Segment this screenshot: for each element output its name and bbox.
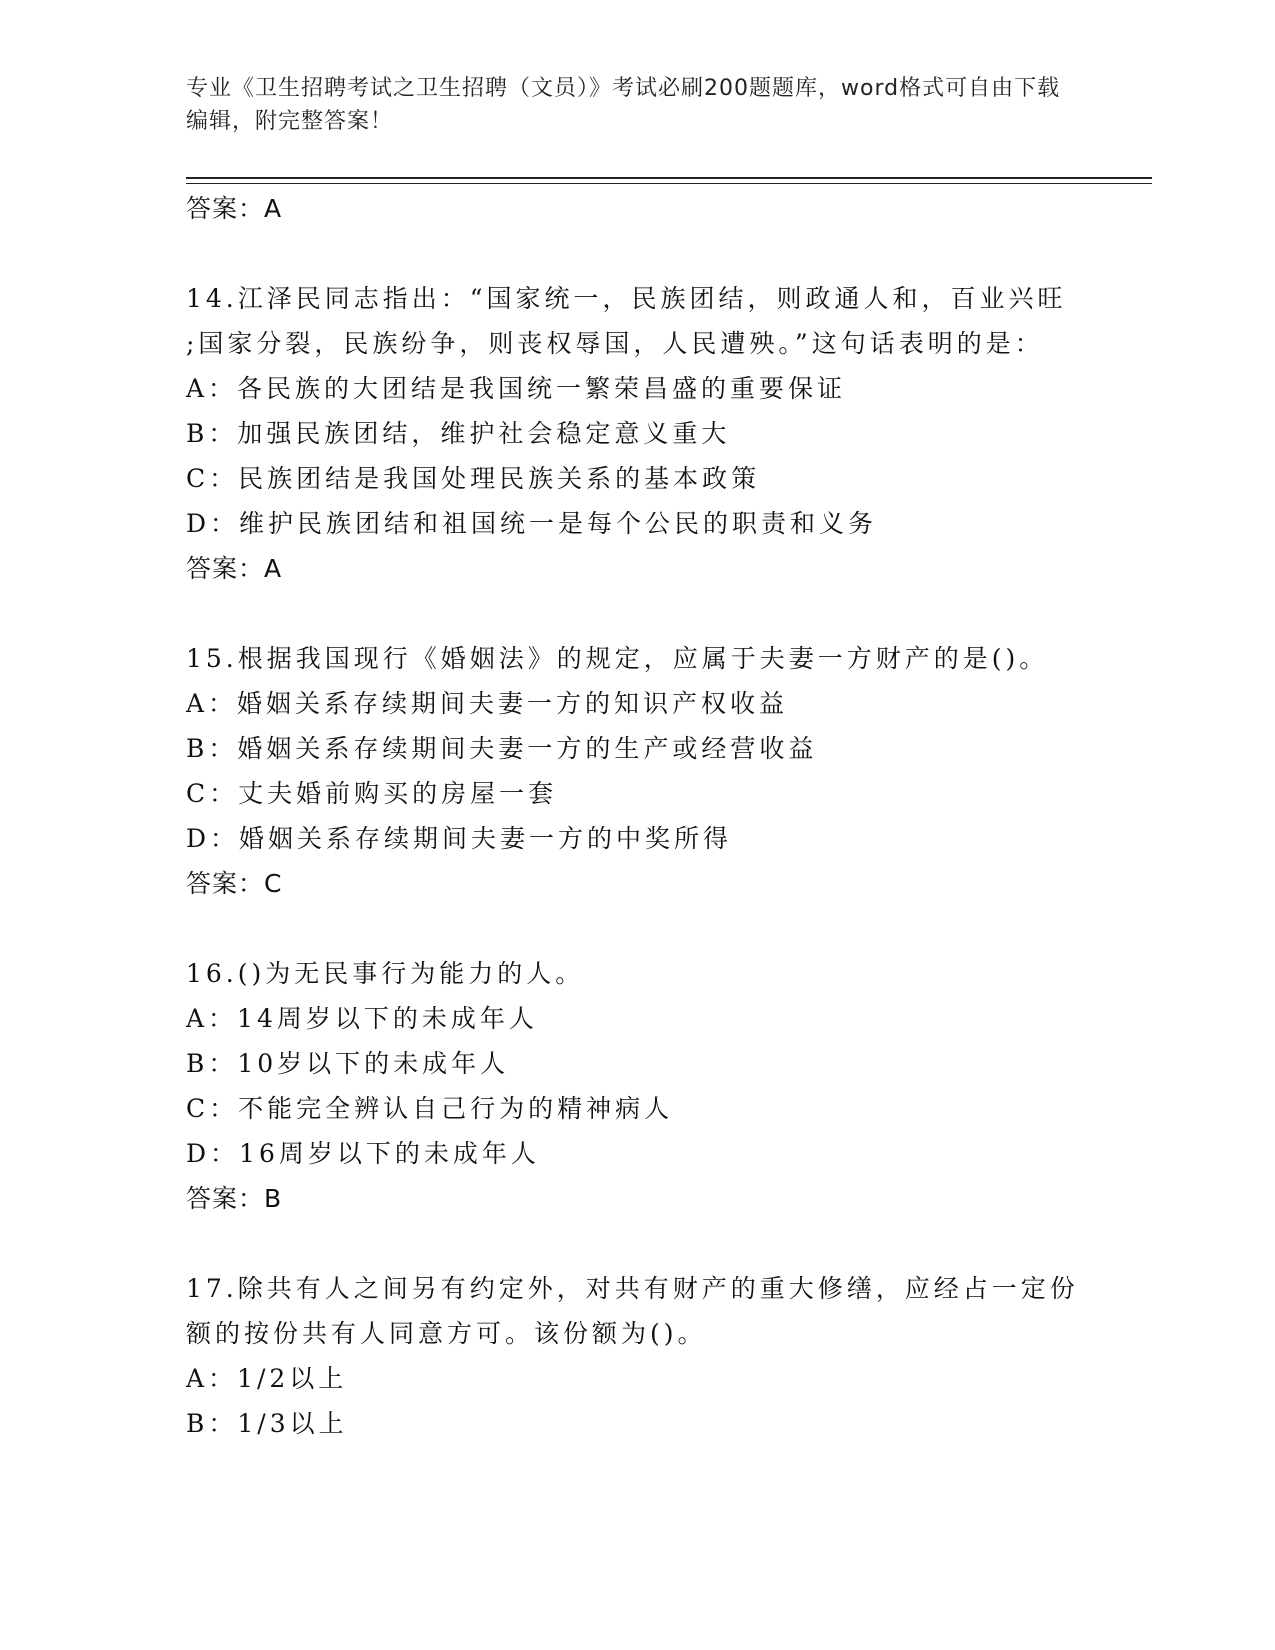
option-b: B：加强民族团结，维护社会稳定意义重大 — [186, 419, 731, 448]
question-stem-line: 16.()为无民事行为能力的人。 — [186, 959, 585, 988]
option-b: B：10岁以下的未成年人 — [186, 1049, 510, 1078]
option-d: D：16周岁以下的未成年人 — [186, 1139, 540, 1168]
document-header: 专业《卫生招聘考试之卫生招聘（文员）》考试必刷200题题库，word格式可自由下载编辑，附完整答案！ — [186, 76, 1061, 134]
option-d: D：婚姻关系存续期间夫妻一方的中奖所得 — [186, 824, 733, 853]
option-a: A：1/2以上 — [186, 1364, 348, 1393]
question-15 — [186, 636, 1086, 906]
answer-line: 答案：B — [186, 1184, 283, 1213]
option-d: D：维护民族团结和祖国统一是每个公民的职责和义务 — [186, 509, 878, 538]
question-stem-line: 14.江泽民同志指出：“国家统一，民族团结，则政通人和，百业兴旺 — [186, 284, 1067, 313]
question-stem-line: 15.根据我国现行《婚姻法》的规定，应属于夫妻一方财产的是()。 — [186, 644, 1049, 673]
option-a: A：婚姻关系存续期间夫妻一方的知识产权收益 — [186, 689, 789, 718]
option-a: A：14周岁以下的未成年人 — [186, 1004, 538, 1033]
option-a: A：各民族的大团结是我国统一繁荣昌盛的重要保证 — [186, 374, 847, 403]
answer-line: 答案：A — [186, 194, 283, 223]
option-b: B：婚姻关系存续期间夫妻一方的生产或经营收益 — [186, 734, 818, 763]
question-stem-line: 额的按份共有人同意方可。该份额为()。 — [186, 1319, 707, 1348]
header-divider-thick — [186, 177, 1152, 179]
answer-line: 答案：A — [186, 554, 283, 583]
answer-line: 答案：C — [186, 869, 283, 898]
option-c: C：不能完全辨认自己行为的精神病人 — [186, 1094, 674, 1123]
question-stem-line: ;国家分裂，民族纷争，则丧权辱国，人民遭殃。”这句话表明的是： — [186, 329, 1044, 358]
option-b: B：1/3以上 — [186, 1409, 348, 1438]
option-c: C：丈夫婚前购买的房屋一套 — [186, 779, 558, 808]
question-16 — [186, 951, 1086, 1221]
question-14 — [186, 276, 1086, 591]
question-stem-line: 17.除共有人之间另有约定外，对共有财产的重大修缮，应经占一定份 — [186, 1274, 1079, 1303]
option-c: C：民族团结是我国处理民族关系的基本政策 — [186, 464, 761, 493]
question-list — [186, 186, 1086, 1446]
question-17 — [186, 1266, 1086, 1446]
header-divider-thin — [186, 183, 1152, 184]
